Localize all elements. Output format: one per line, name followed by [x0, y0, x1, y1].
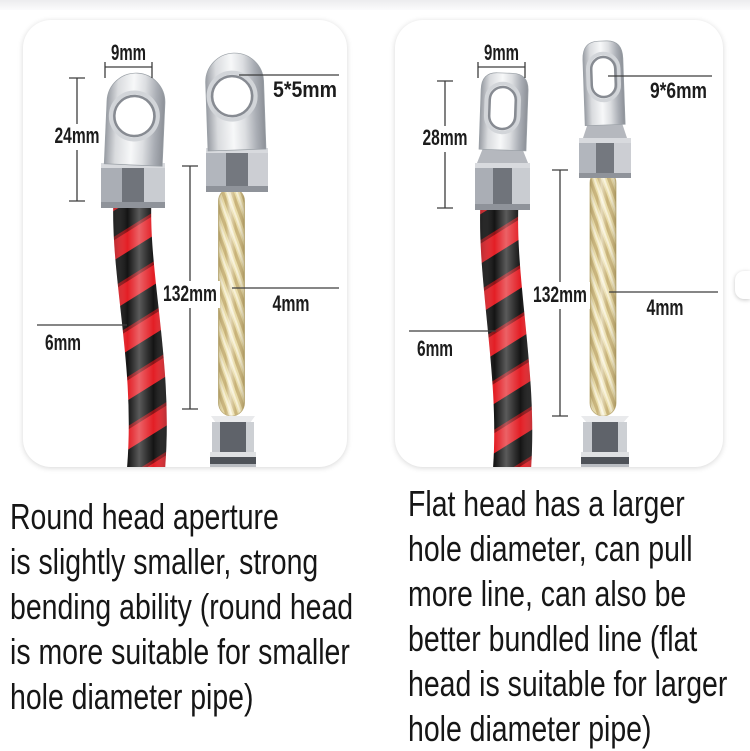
- product-card-round-head: [23, 20, 347, 467]
- dimension-rope-diameter: [232, 288, 339, 316]
- head-hole: [489, 87, 516, 130]
- flat-head-caption: [408, 481, 748, 751]
- page-top-edge: [0, 0, 750, 10]
- twisted-cable-flat-head-assembly: [475, 72, 530, 467]
- product-card-flat-head: [395, 20, 723, 467]
- caption-line: more line, can also be: [408, 573, 687, 614]
- caption-line: hole diameter, can pull: [408, 528, 693, 569]
- flat-head-illustration: [395, 20, 723, 467]
- rope-round-head: [205, 52, 266, 151]
- caption-line: better bundled line (flat: [408, 618, 698, 659]
- dimension-head-height: [50, 78, 104, 201]
- rope-round-head-assembly: [205, 52, 268, 467]
- caption-line: bending ability (round head: [10, 586, 354, 627]
- dimension-length: [160, 166, 220, 409]
- cable-diameter-label: 6mm: [417, 336, 453, 361]
- head-hole: [591, 57, 616, 98]
- head-height-label: 24mm: [54, 123, 100, 148]
- head-width-label: 9mm: [484, 40, 519, 65]
- rope-bottom-fitting: [210, 416, 256, 467]
- caption-line: head is suitable for larger: [408, 663, 728, 704]
- length-label: 132mm: [163, 281, 217, 306]
- head-hole: [114, 95, 156, 137]
- caption-line: Round head aperture: [10, 496, 279, 537]
- round-head-caption: [10, 494, 370, 719]
- rope-flat-head-assembly: [579, 40, 631, 467]
- hole-size-label: 9*6mm: [650, 78, 707, 103]
- caption-line: is slightly smaller, strong: [10, 541, 319, 582]
- dimension-cable-diameter: [409, 331, 496, 361]
- carousel-next-tab[interactable]: [735, 271, 750, 299]
- cable-diameter-label: 6mm: [45, 330, 81, 355]
- dimension-head-width: [105, 40, 152, 78]
- rope-diameter-label: 4mm: [272, 291, 310, 316]
- caption-line: hole diameter pipe): [408, 708, 652, 749]
- dimension-head-width: [478, 40, 525, 78]
- round-head-illustration: [23, 20, 347, 467]
- caption-line: is more suitable for smaller: [10, 631, 350, 672]
- cable-hex-nut: [475, 163, 530, 210]
- head-width-label: 9mm: [111, 40, 146, 65]
- head-hole: [211, 75, 252, 116]
- caption-line: Flat head has a larger: [408, 483, 685, 524]
- length-label: 132mm: [533, 282, 587, 307]
- dimension-cable-diameter: [37, 325, 127, 355]
- rope-flat-head: [582, 40, 625, 125]
- twisted-cable-round-head-assembly: [101, 72, 166, 467]
- dimension-rope-diameter: [609, 292, 718, 320]
- head-height-label: 28mm: [422, 125, 468, 150]
- cable-hex-nut: [101, 163, 165, 208]
- caption-line: hole diameter pipe): [10, 676, 254, 717]
- rope-bottom-fitting: [581, 416, 629, 467]
- cable-round-head: [104, 72, 166, 166]
- rope-hex-nut: [206, 148, 268, 192]
- hole-size-label: 5*5mm: [273, 77, 337, 102]
- rope-diameter-label: 4mm: [646, 295, 684, 320]
- dimension-length: [530, 170, 590, 416]
- rope-hex-nut: [579, 138, 631, 178]
- dimension-head-height: [418, 81, 472, 208]
- cable-flat-head: [479, 72, 529, 151]
